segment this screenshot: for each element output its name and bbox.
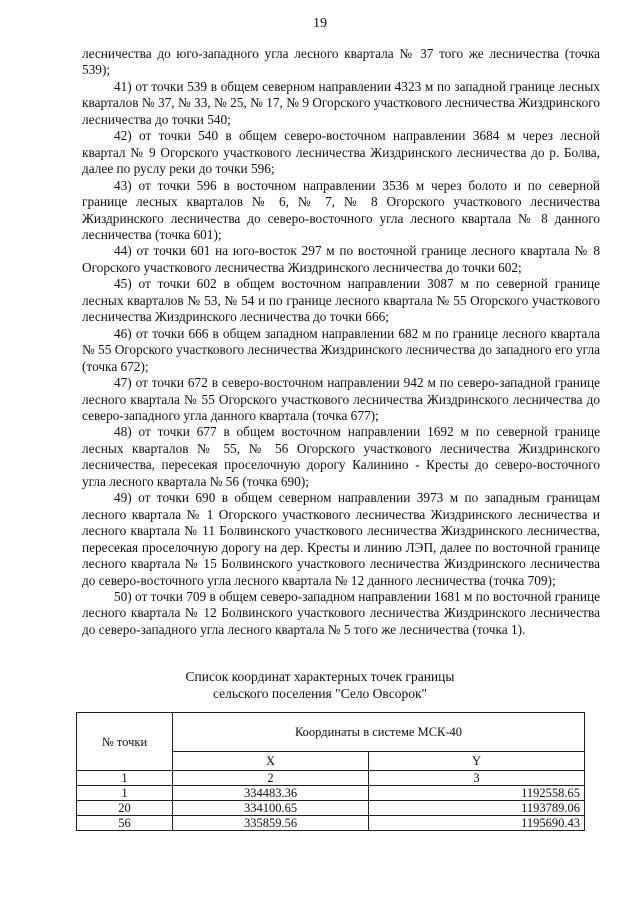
x-coordinate-cell: 334100.65 xyxy=(173,801,369,816)
paragraph: 44) от точки 601 на юго-восток 297 м по восточной границе лесного квартала № 8 Огорского участкового лесничества Жиздринского лесничества до точки 602; xyxy=(82,243,600,275)
document-body xyxy=(82,46,600,638)
coordinate-list-title-line2: сельского поселения "Село Овсорок" xyxy=(212,686,428,701)
header-x: X xyxy=(173,752,369,771)
table-row xyxy=(77,786,585,801)
x-coordinate-cell: 335859.56 xyxy=(173,816,369,831)
x-coordinate-cell: 334483.36 xyxy=(173,786,369,801)
header-point-number: № точки xyxy=(77,713,173,771)
coordinates-table xyxy=(76,712,585,831)
column-index-row xyxy=(77,771,585,786)
paragraph: 42) от точки 540 в общем северо-восточном направлении 3684 м через лесной квартал № 9 Огорского участкового лесничества Жиздринского лесничества до р. Болва, далее по руслу реки до точки 596; xyxy=(82,128,600,177)
point-number-cell: 56 xyxy=(77,816,173,831)
coordinate-list-title-line1: Список координат характерных точек границы xyxy=(185,669,455,684)
paragraph: 46) от точки 666 в общем западном направлении 682 м по границе лесного квартала № 55 Огорского участкового лесничества Жиздринского лесничества до западного его угла (точка 672); xyxy=(82,325,600,374)
y-coordinate-cell: 1195690.43 xyxy=(369,816,585,831)
column-index: 1 xyxy=(77,771,173,786)
y-coordinate-cell: 1192558.65 xyxy=(369,786,585,801)
paragraph: 45) от точки 602 в общем восточном направлении 3087 м по северной границе лесных кварталов № 53, № 54 и по границе лесного квартала № 55 Огорского участкового лесничества Жиздринского лесничества до точки 666; xyxy=(82,276,600,325)
paragraph: 43) от точки 596 в восточном направлении 3536 м через болото и по северной границе лесных кварталов № 6, № 7, № 8 Огорского участкового лесничества Жиздринского лесничества до северо-восточного угла лесного квартала № 8 данного лесничества (точка 601); xyxy=(82,177,600,242)
table-row xyxy=(77,816,585,831)
y-coordinate-cell: 1193789.06 xyxy=(369,801,585,816)
table-row xyxy=(77,801,585,816)
header-y: Y xyxy=(369,752,585,771)
header-coordinate-system: Координаты в системе МСК-40 xyxy=(173,713,585,752)
point-number-cell: 20 xyxy=(77,801,173,816)
paragraph: 50) от точки 709 в общем северо-западном направлении 1681 м по восточной границе лесного квартала № 12 Болвинского участкового лесничества Жиздринского лесничества до северо-западного угла лесного квартала № 5 того же лесничества (точка 1). xyxy=(82,588,600,637)
point-number-cell: 1 xyxy=(77,786,173,801)
paragraph: 47) от точки 672 в северо-восточном направлении 942 м по северо-западной границе лесного квартала № 55 Огорского участкового лесничества Жиздринского лесничества до северо-западного угла данного квартала (точка 677); xyxy=(82,375,600,423)
paragraph: 49) от точки 690 в общем северном направлении 3973 м по западным границам лесного квартала № 1 Огорского участкового лесничества Жиздринского лесничества и лесного квартала № 11 Болвинского участкового лесничества Жиздринского лесничества, пересекая проселочную дорогу на дер. Кресты и линию ЛЭП, далее по восточной границе лесного квартала № 15 Болвинского участкового лесничества Жиздринского лесничества до северо-восточного угла лесного квартала № 12 данного лесничества (точка 709); xyxy=(82,490,600,588)
paragraph: 48) от точки 677 в общем восточном направлении 1692 м по северной границе лесных кварталов № 55, № 56 Огорского участкового лесничества Жиздринского лесничества, пересекая проселочную дорогу Калинино - Кресты до северо-восточного угла лесного квартала № 56 (точка 690); xyxy=(82,424,600,489)
column-index: 2 xyxy=(173,771,369,786)
column-index: 3 xyxy=(369,771,585,786)
coordinate-list-title xyxy=(0,668,640,702)
paragraph: лесничества до юго-западного угла лесного квартала № 37 того же лесничества (точка 539); xyxy=(82,46,600,78)
page-number: 19 xyxy=(313,16,327,31)
paragraph: 41) от точки 539 в общем северном направлении 4323 м по западной границе лесных кварталов № 37, № 33, № 25, № 17, № 9 Огорского участкового лесничества Жиздринского лесничества до точки 540; xyxy=(82,78,600,127)
